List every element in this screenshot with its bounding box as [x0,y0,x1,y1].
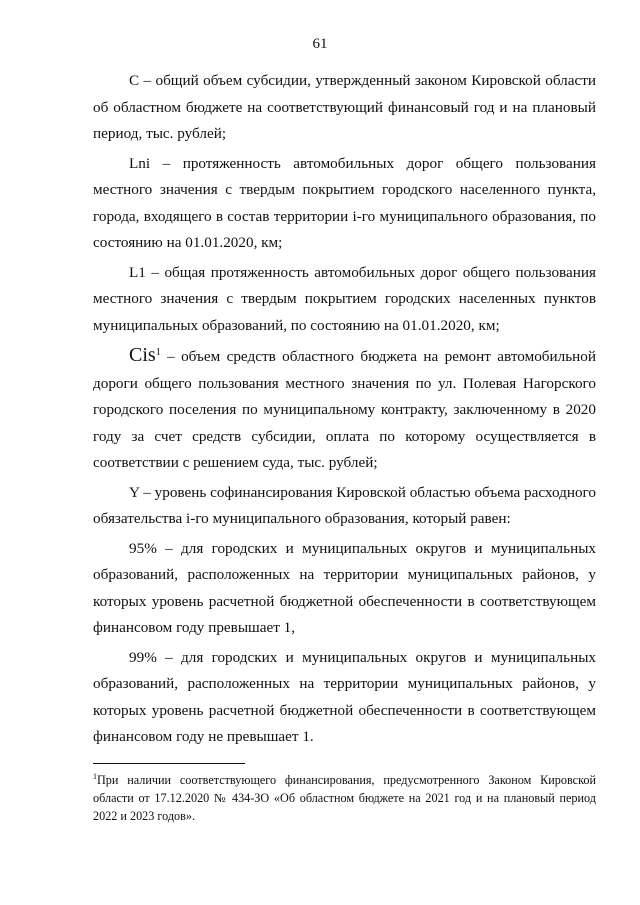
paragraph-99-percent: 99% – для городских и муниципальных округов и муниципальных образований, расположенных на территории муниципальных районов, у которых уровень расчетной бюджетной обеспеченности в соответствующем финансовом году не превышает 1. [93,648,596,745]
footnote-reference: 1 [155,346,161,358]
cis-definition-text: – объем средств областного бюджета на ремонт автомобильной дороги общего пользования местного значения по ул. Полевая Нагорского городского поселения по муниципальному контракту, заключенному в 2020 году за счет средств субсидии, оплата по которому осуществляется в соответствии с решением суда, тыс. рублей; [93,348,596,471]
paragraph-lni-definition: Lni – протяженность автомобильных дорог общего пользования местного значения с твердым покрытием городского населенного пункта, города, входящего в состав территории i-го муниципального образования, по состоянию на 01.01.2020, км; [93,154,596,251]
footnote-divider [93,763,245,764]
document-body [93,68,596,751]
paragraph-l1-definition: L1 – общая протяженность автомобильных дорог общего пользования местного значения с твердым покрытием городских населенных пунктов муниципальных образований, по состоянию на 01.01.2020, км; [93,263,596,334]
cis-symbol: Cis [129,344,156,366]
footnote-marker: 1 [93,771,97,781]
paragraph-95-percent: 95% – для городских и муниципальных округов и муниципальных образований, расположенных на территории муниципальных районов, у которых уровень расчетной бюджетной обеспеченности в соответствующем финансовом году превышает 1, [93,539,596,636]
paragraph-c-definition: C – общий объем субсидии, утвержденный законом Кировской области об областном бюджете на соответствующий финансовый год и на плановый период, тыс. рублей; [93,72,596,142]
paragraph-cis-definition [93,342,596,477]
footnote-text: При наличии соответствующего финансирования, предусмотренного Законом Кировской области от 17.12.2020 № 434-ЗО «Об областном бюджете на 2021 год и на плановый период 2022 и 2023 годов». [93,773,596,823]
paragraph-y-definition: Y – уровень софинансирования Кировской областью объема расходного обязательства i-го муниципального образования, который равен: [93,483,596,527]
page-number: 61 [312,36,328,52]
footnote [93,771,596,825]
